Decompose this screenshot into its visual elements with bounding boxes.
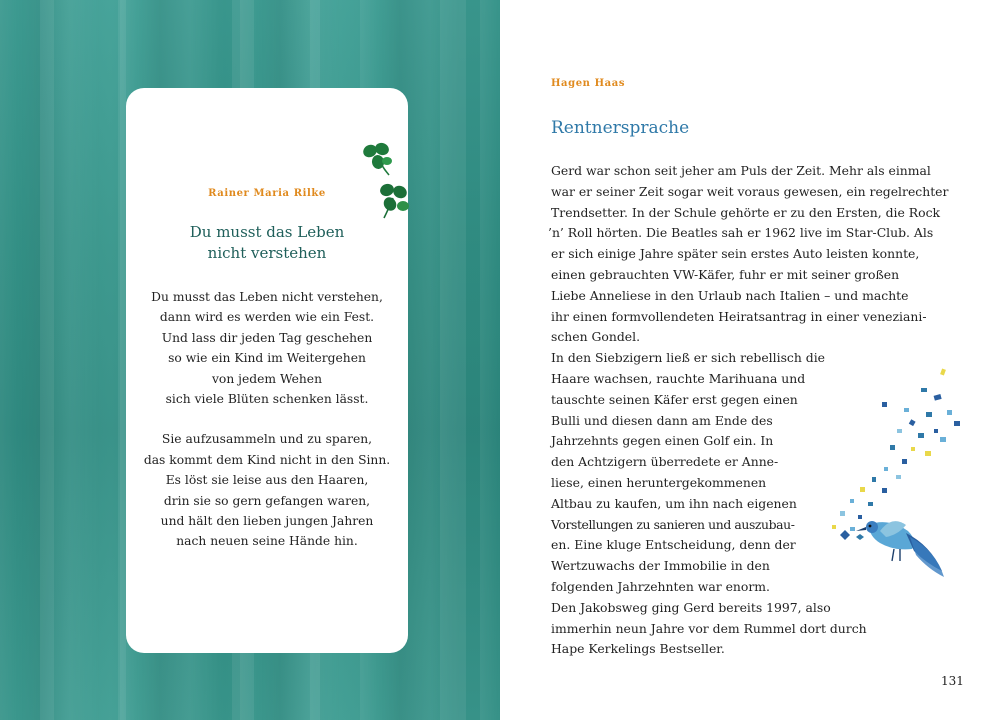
page-number: 131 [941, 674, 964, 688]
poem-line: und hält den lieben jungen Jahren [160, 514, 374, 529]
clover-icon [374, 178, 420, 224]
poem-line: das kommt dem Kind nicht in den Sinn. [143, 452, 391, 467]
poem-author: Rainer Maria Rilke [208, 188, 326, 199]
body-line: einen gebrauchten VW-Käfer, fuhr er mit seiner großen [551, 267, 900, 282]
paint-streak [40, 0, 54, 720]
poem-line: drin sie so gern gefangen waren, [163, 493, 371, 508]
poem-text [126, 287, 408, 552]
poem-line: von jedem Wehen [211, 371, 323, 386]
poem-line: so wie ein Kind im Weitergehen [168, 351, 366, 366]
body-line: schen Gondel. [551, 329, 641, 345]
body-line: war er seiner Zeit sogar weit voraus gewesen, ein regelrechter [551, 183, 949, 199]
body-line: ’n’ Roll hörten. Die Beatles sah er 1962 live im Star-Club. Als [548, 225, 934, 241]
body-line: Gerd war schon seit jeher am Puls der Zeit. Mehr als einmal [551, 163, 931, 178]
paint-streak [118, 0, 126, 720]
bird-icon [810, 365, 980, 585]
body-line: den Achtzigern überredete er Anne- [551, 454, 779, 470]
body-line: Trendsetter. In der Schule gehörte er zu den Ersten, die Rock [551, 204, 941, 220]
body-line: Vorstellungen zu sanieren und auszubau- [551, 516, 795, 532]
stanza-gap [126, 409, 408, 429]
body-line: Altbau zu kaufen, um ihn nach eigenen [551, 495, 797, 511]
poem-title-line: nicht verstehen [207, 244, 327, 262]
poem-title-line: Du musst das Leben [189, 223, 345, 241]
poem-line: Und lass dir jeden Tag geschehen [161, 330, 373, 345]
poem-title [126, 222, 408, 264]
body-line: ihr einen formvollendeten Heiratsantrag in einer veneziani- [551, 308, 927, 324]
poem-line: sich viele Blüten schenken lässt. [165, 392, 369, 407]
body-line: Den Jakobsweg ging Gerd bereits 1997, also [551, 599, 831, 615]
body-line: er sich einige Jahre später sein erstes Auto leisten konnte, [551, 246, 920, 262]
body-line: tauschte seinen Käfer erst gegen einen [551, 391, 798, 407]
poem-line: dann wird es werden wie ein Fest. [159, 310, 375, 325]
article-title: Rentnersprache [551, 118, 690, 138]
body-line: Wertzuwachs der Immobilie in den [551, 558, 770, 574]
body-line: Liebe Anneliese in den Urlaub nach Italien – und machte [551, 287, 909, 303]
right-page [500, 0, 1000, 720]
poem-line: Sie aufzusammeln und zu sparen, [161, 432, 373, 447]
body-line: en. Eine kluge Entscheidung, denn der [551, 537, 796, 553]
body-line: immerhin neun Jahre vor dem Rummel dort durch [551, 620, 867, 636]
body-line: In den Siebzigern ließ er sich rebellisch die [551, 350, 826, 366]
body-line: Jahrzehnts gegen einen Golf ein. In [551, 433, 774, 449]
poem-line: nach neuen seine Hände hin. [176, 534, 358, 549]
body-line: folgenden Jahrzehnten war enorm. [551, 579, 770, 594]
body-line: Hape Kerkelings Bestseller. [551, 641, 725, 657]
article-author: Hagen Haas [551, 78, 626, 89]
paint-streak [440, 0, 466, 720]
body-line: Bulli und diesen dann am Ende des [551, 412, 773, 428]
body-line: Haare wachsen, rauchte Marihuana und [551, 371, 806, 386]
clover-icon [356, 137, 400, 181]
poem-line: Du musst das Leben nicht verstehen, [151, 290, 383, 304]
poem-line: Es löst sie leise aus den Haaren, [165, 473, 369, 488]
body-line: liese, einen heruntergekommenen [551, 475, 767, 490]
